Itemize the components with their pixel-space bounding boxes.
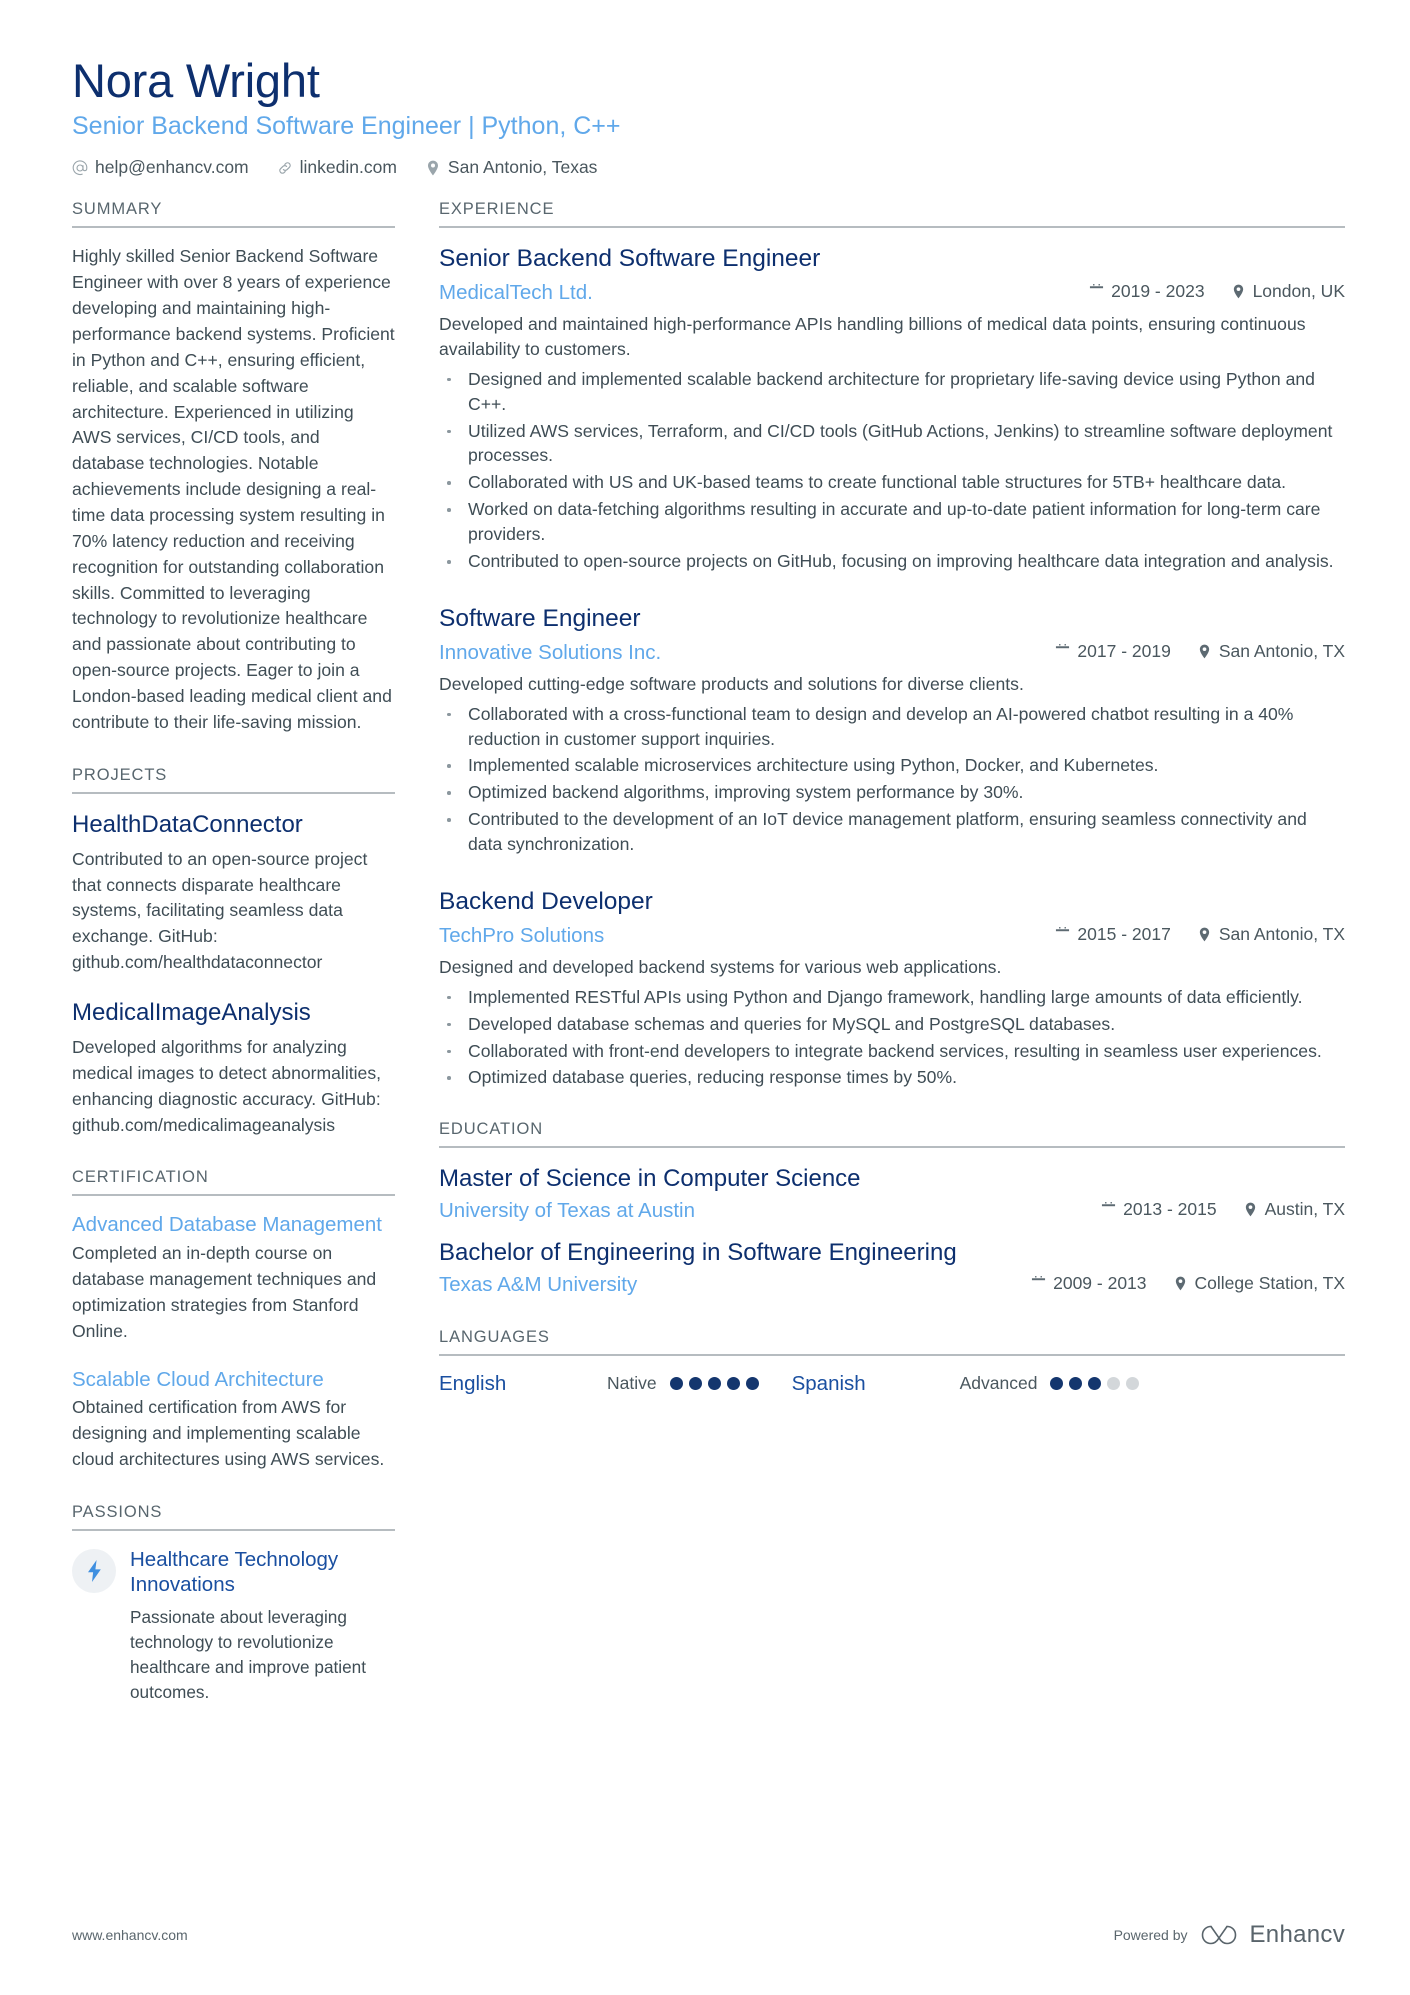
language-level: Native xyxy=(607,1373,657,1394)
education-school[interactable]: University of Texas at Austin xyxy=(439,1199,695,1223)
rating-dot xyxy=(1088,1377,1101,1390)
job-summary: Developed cutting-edge software products and solutions for diverse clients. xyxy=(439,673,1024,694)
experience-item xyxy=(439,604,1345,857)
job-bullet: Implemented RESTful APIs using Python and Django framework, handling large amounts of data efficiently. xyxy=(439,985,1345,1010)
job-meta-group xyxy=(1055,641,1345,662)
job-bullet: Utilized AWS services, Terraform, and CI/CD tools (GitHub Actions, Jenkins) to streamline software deployment processes. xyxy=(439,419,1345,469)
language-rating-dots xyxy=(670,1377,759,1390)
section-title-experience: EXPERIENCE xyxy=(439,200,555,219)
education-location-text: Austin, TX xyxy=(1264,1199,1345,1220)
education-dates-text: 2013 - 2015 xyxy=(1123,1199,1217,1220)
passion-name: Healthcare Technology Innovations xyxy=(130,1547,339,1596)
education-dates xyxy=(1031,1273,1146,1294)
languages-row xyxy=(439,1372,1345,1396)
section-title-certification: CERTIFICATION xyxy=(72,1168,209,1187)
language-item-english xyxy=(439,1372,759,1396)
calendar-icon xyxy=(1101,1202,1116,1217)
project-item xyxy=(72,998,395,1138)
job-bullets xyxy=(439,985,1345,1091)
calendar-icon xyxy=(1031,1276,1046,1291)
job-bullet: Collaborated with front-end developers to integrate backend services, resulting in seamless user experiences. xyxy=(439,1039,1345,1064)
education-school[interactable]: Texas A&M University xyxy=(439,1273,638,1297)
education-dates xyxy=(1101,1199,1216,1220)
language-level: Advanced xyxy=(959,1373,1038,1394)
job-location-text: London, UK xyxy=(1252,281,1345,301)
certification-item xyxy=(72,1212,395,1344)
section-divider xyxy=(439,1354,1345,1356)
project-description: Contributed to an open-source project that connects disparate healthcare systems, facilitating seamless data exchange. GitHub: github.com/healthdataconnector xyxy=(72,848,368,973)
experience-item xyxy=(439,244,1345,574)
link-icon xyxy=(277,160,293,176)
job-dates xyxy=(1055,641,1170,662)
job-bullet: Contributed to the development of an IoT device management platform, ensuring seamless connectivity and data synchronization. xyxy=(439,807,1345,857)
section-divider xyxy=(72,1194,395,1196)
content-columns xyxy=(72,200,1345,1734)
certification-item xyxy=(72,1367,395,1473)
certification-name[interactable]: Scalable Cloud Architecture xyxy=(72,1367,324,1391)
section-certification xyxy=(72,1168,395,1472)
language-name: English xyxy=(439,1371,507,1395)
section-title-summary: SUMMARY xyxy=(72,200,163,219)
job-dates-text: 2015 - 2017 xyxy=(1077,923,1171,944)
job-company[interactable]: Innovative Solutions Inc. xyxy=(439,640,662,664)
section-projects xyxy=(72,766,395,1139)
rating-dot xyxy=(708,1377,721,1390)
education-meta-group xyxy=(1101,1199,1345,1220)
passion-description: Passionate about leveraging technology to revolutionize healthcare and improve patient outcomes. xyxy=(130,1606,367,1702)
job-meta-row xyxy=(439,923,1345,949)
job-summary: Designed and developed backend systems for various web applications. xyxy=(439,956,1002,977)
job-bullet: Optimized database queries, reducing response times by 50%. xyxy=(439,1065,1345,1090)
section-passions xyxy=(72,1503,395,1705)
job-bullet: Worked on data-fetching algorithms resulting in accurate and up-to-date patient information for long-term care providers. xyxy=(439,497,1345,547)
job-company[interactable]: MedicalTech Ltd. xyxy=(439,281,593,304)
job-company[interactable]: TechPro Solutions xyxy=(439,923,605,947)
location-pin-icon xyxy=(1173,1276,1188,1291)
contact-location xyxy=(425,157,598,178)
section-education xyxy=(439,1120,1345,1297)
left-column xyxy=(72,200,395,1734)
job-location-text: San Antonio, TX xyxy=(1218,923,1345,944)
section-languages xyxy=(439,1328,1345,1396)
job-bullet: Developed database schemas and queries for MySQL and PostgreSQL databases. xyxy=(439,1012,1345,1037)
education-item xyxy=(439,1164,1345,1224)
brand-name: Enhancv xyxy=(1249,1921,1345,1948)
education-location xyxy=(1173,1273,1345,1294)
passion-badge xyxy=(72,1549,116,1593)
at-icon xyxy=(72,160,88,176)
rating-dot xyxy=(1126,1377,1139,1390)
rating-dot xyxy=(727,1377,740,1390)
education-degree: Bachelor of Engineering in Software Engineering xyxy=(439,1239,957,1267)
certification-description: Completed an in-depth course on database management techniques and optimization strategies from Stanford Online. xyxy=(72,1243,377,1341)
job-meta-row xyxy=(439,280,1345,306)
location-pin-icon xyxy=(1243,1202,1258,1217)
education-meta-row xyxy=(439,1198,1345,1224)
certification-description: Obtained certification from AWS for designing and implementing scalable cloud architectures using AWS services. xyxy=(72,1397,385,1469)
experience-item xyxy=(439,887,1345,1090)
job-summary: Developed and maintained high-performance APIs handling billions of medical data points, ensuring continuous availability to customers. xyxy=(439,313,1306,359)
location-pin-icon xyxy=(1197,927,1212,942)
project-name[interactable]: HealthDataConnector xyxy=(72,810,303,838)
resume-header xyxy=(72,55,1345,178)
job-title: Software Engineer xyxy=(439,605,641,633)
job-bullet: Collaborated with US and UK-based teams to create functional table structures for 5TB+ healthcare data. xyxy=(439,470,1345,495)
language-rating-dots xyxy=(1050,1377,1139,1390)
job-bullet: Collaborated with a cross-functional team to design and develop an AI-powered chatbot resulting in a 40% reduction in customer support inquiries. xyxy=(439,702,1345,752)
contact-location-text: San Antonio, Texas xyxy=(447,157,598,178)
footer-website[interactable]: www.enhancv.com xyxy=(72,1927,188,1943)
job-meta-group xyxy=(1055,924,1345,945)
project-name[interactable]: MedicalImageAnalysis xyxy=(72,999,311,1026)
contact-linkedin[interactable] xyxy=(277,157,397,178)
job-meta-group xyxy=(1089,281,1345,302)
section-divider xyxy=(72,792,395,794)
education-location-text: College Station, TX xyxy=(1194,1273,1345,1294)
project-description: Developed algorithms for analyzing medical images to detect abnormalities, enhancing diagnostic accuracy. GitHub: github.com/medicalimageanalysis xyxy=(72,1037,382,1135)
section-title-projects: PROJECTS xyxy=(72,765,168,784)
section-title-passions: PASSIONS xyxy=(72,1502,163,1521)
job-meta-row xyxy=(439,640,1345,666)
section-divider xyxy=(72,226,395,228)
job-bullets xyxy=(439,702,1345,858)
contact-row xyxy=(72,157,1345,178)
footer-branding xyxy=(1114,1921,1345,1949)
language-item-spanish xyxy=(792,1372,1140,1396)
job-bullet: Contributed to open-source projects on GitHub, focusing on improving healthcare data integration and analysis. xyxy=(439,549,1345,574)
contact-email[interactable] xyxy=(72,157,249,178)
certification-name[interactable]: Advanced Database Management xyxy=(72,1213,382,1237)
education-dates-text: 2009 - 2013 xyxy=(1053,1273,1147,1294)
passion-body xyxy=(130,1547,395,1705)
contact-email-text: help@enhancv.com xyxy=(95,157,249,178)
rating-dot xyxy=(1069,1377,1082,1390)
education-meta-row xyxy=(439,1272,1345,1298)
rating-dot xyxy=(670,1377,683,1390)
passion-item xyxy=(72,1547,395,1705)
job-title: Senior Backend Software Engineer xyxy=(439,245,821,273)
education-meta-group xyxy=(1031,1273,1345,1294)
page-title: Nora Wright xyxy=(72,54,320,107)
location-pin-icon xyxy=(1197,644,1212,659)
section-divider xyxy=(72,1529,395,1531)
section-divider xyxy=(439,226,1345,228)
section-experience xyxy=(439,200,1345,1090)
location-pin-icon xyxy=(425,160,441,176)
location-pin-icon xyxy=(1231,284,1246,299)
job-location xyxy=(1197,641,1345,662)
job-bullets xyxy=(439,367,1345,575)
job-bullet: Designed and implemented scalable backend architecture for proprietary life-saving device using Python and C++. xyxy=(439,367,1345,417)
job-dates xyxy=(1055,924,1170,945)
education-degree: Master of Science in Computer Science xyxy=(439,1165,861,1193)
project-item xyxy=(72,810,395,976)
section-divider xyxy=(439,1146,1345,1148)
job-dates-text: 2019 - 2023 xyxy=(1111,281,1205,301)
section-title-education: EDUCATION xyxy=(439,1120,544,1139)
education-item xyxy=(439,1238,1345,1298)
job-location-text: San Antonio, TX xyxy=(1218,640,1345,661)
page-footer xyxy=(72,1921,1345,1949)
job-location xyxy=(1197,924,1345,945)
education-location xyxy=(1243,1199,1345,1220)
rating-dot xyxy=(746,1377,759,1390)
calendar-icon xyxy=(1055,927,1070,942)
summary-text: Highly skilled Senior Backend Software Engineer with over 8 years of experience developing and maintaining high-performance backend systems. Proficient in Python and C++, ensuring efficient, reliable, and scalable software architecture. Experienced in utilizing AWS services, CI/CD tools, and database technologies. Notable achievements include designing a real-time data processing system resulting in 70% latency reduction and receiving recognition for outstanding collaboration skills. Committed to leveraging technology to revolutionize healthcare and passionate about contributing to open-source projects. Eager to join a London-based leading medical client and contribute to their life-saving mission. xyxy=(72,246,395,732)
language-name: Spanish xyxy=(791,1371,866,1395)
right-column xyxy=(439,200,1345,1734)
rating-dot xyxy=(1050,1377,1063,1390)
headline: Senior Backend Software Engineer | Python, C++ xyxy=(72,111,621,140)
rating-dot xyxy=(689,1377,702,1390)
enhancv-logo-icon xyxy=(1199,1922,1239,1948)
calendar-icon xyxy=(1089,284,1104,299)
job-title: Backend Developer xyxy=(439,888,653,916)
job-location xyxy=(1231,281,1345,302)
lightning-bolt-icon xyxy=(86,1560,103,1582)
rating-dot xyxy=(1107,1377,1120,1390)
section-summary xyxy=(72,200,395,735)
job-dates-text: 2017 - 2019 xyxy=(1077,640,1171,661)
powered-by-label: Powered by xyxy=(1113,1927,1188,1943)
job-dates xyxy=(1089,281,1204,302)
section-title-languages: LANGUAGES xyxy=(439,1327,550,1346)
job-bullet: Optimized backend algorithms, improving system performance by 30%. xyxy=(439,780,1345,805)
calendar-icon xyxy=(1055,644,1070,659)
contact-linkedin-text: linkedin.com xyxy=(299,157,397,178)
job-bullet: Implemented scalable microservices architecture using Python, Docker, and Kubernetes. xyxy=(439,753,1345,778)
